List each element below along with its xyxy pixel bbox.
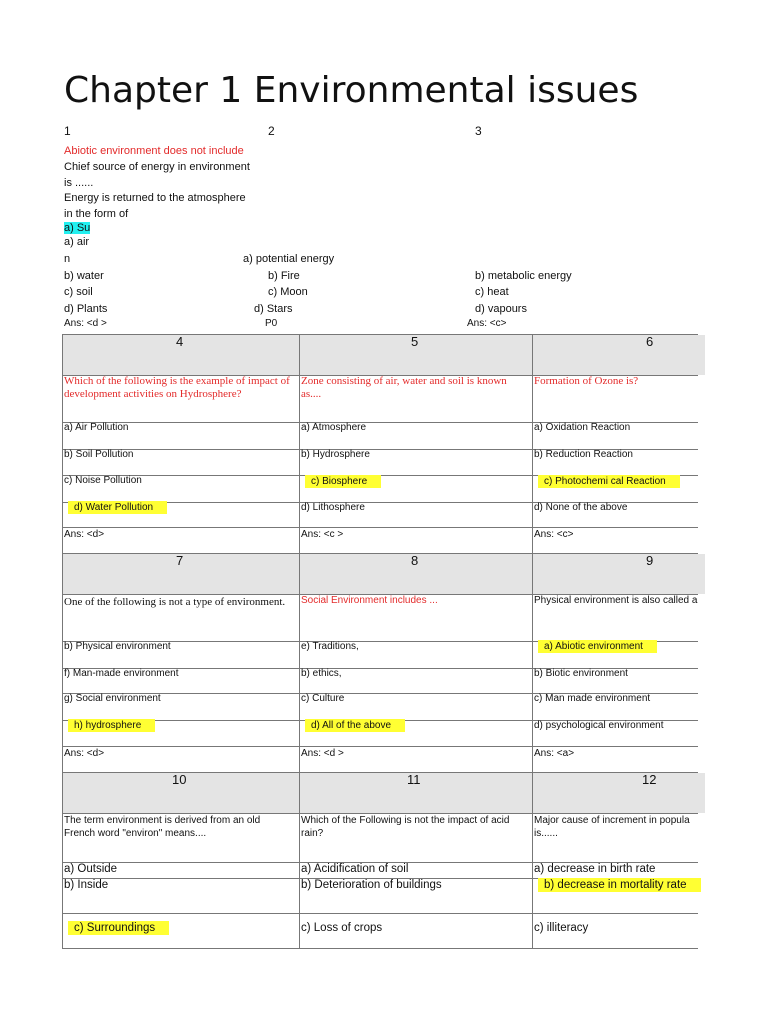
option-5d: d) Lithosphere	[301, 502, 365, 513]
header-band-row-3	[63, 773, 705, 813]
question-9-text: Physical environment is also called a	[534, 595, 698, 606]
option-7f: f) Man-made environment	[64, 668, 179, 679]
question-3-line-2: in the form of	[64, 208, 129, 220]
option-7g: g) Social environment	[64, 693, 161, 704]
option-2a: a) potential energy	[243, 253, 335, 265]
answer-6: Ans: <c>	[534, 529, 574, 540]
answer-4: Ans: <d>	[64, 529, 105, 540]
option-11b: b) Deterioration of buildings	[301, 879, 442, 891]
header-band-row-2	[63, 554, 705, 594]
option-4d-correct: d) Water Pollution	[68, 501, 167, 514]
option-12c: c) illiteracy	[534, 922, 589, 934]
question-5-text: Zone consisting of air, water and soil is known as....	[301, 375, 507, 400]
question-3-line-1: Energy is returned to the atmosphere	[64, 192, 246, 204]
option-4a: a) Air Pollution	[64, 422, 129, 433]
column-number-3: 3	[475, 124, 482, 138]
question-12-text: Major cause of increment in popula is......	[534, 815, 690, 839]
option-7h-correct: h) hydrosphere	[68, 719, 155, 732]
option-7b: b) Physical environment	[64, 641, 171, 652]
option-4b: b) Soil Pollution	[64, 449, 134, 460]
option-9c: c) Man made environment	[534, 693, 651, 704]
option-10b: b) Inside	[64, 879, 109, 891]
question-number-9: 9	[646, 553, 654, 568]
option-9d: d) psychological environment	[534, 720, 664, 731]
option-5b: b) Hydrosphere	[301, 449, 370, 460]
answer-3: Ans: <c>	[467, 318, 507, 329]
option-1b: b) water	[64, 270, 104, 282]
page-title: Chapter 1 Environmental issues	[64, 70, 639, 111]
question-6-text: Formation of Ozone is?	[534, 375, 639, 387]
option-10a: a) Outside	[64, 863, 118, 875]
option-1d: d) Plants	[64, 303, 108, 315]
answer-5: Ans: <c >	[301, 529, 344, 540]
question-2-line-1: Chief source of energy in environment	[64, 161, 250, 173]
option-3b: b) metabolic energy	[475, 270, 572, 282]
option-10c-correct: c) Surroundings	[68, 921, 169, 935]
question-number-7: 7	[176, 553, 184, 568]
option-1a-highlighted: a) Su	[64, 222, 91, 234]
option-6c-correct: c) Photochemi cal Reaction	[538, 475, 680, 488]
option-2c: c) Moon	[268, 286, 308, 298]
answer-7: Ans: <d>	[64, 748, 105, 759]
option-1c: c) soil	[64, 286, 93, 298]
answer-9: Ans: <a>	[534, 748, 575, 759]
option-2d: d) Stars	[254, 303, 293, 315]
option-2b: b) Fire	[268, 270, 300, 282]
question-7-text: One of the following is not a type of environment.	[64, 596, 286, 608]
question-table	[62, 334, 698, 954]
question-1: Abiotic environment does not include	[64, 145, 244, 157]
question-number-4: 4	[176, 334, 184, 349]
option-1a-wrap: n	[64, 253, 71, 265]
option-12b-correct: b) decrease in mortality rate	[538, 878, 701, 892]
question-8-text: Social Environment includes ...	[301, 595, 438, 606]
option-11c: c) Loss of crops	[301, 922, 383, 934]
question-4-text: Which of the following is the example of impact of development activities on Hydrosphere?	[64, 375, 290, 400]
option-3d: d) vapours	[475, 303, 527, 315]
question-number-12: 12	[642, 772, 657, 787]
option-9b: b) Biotic environment	[534, 668, 628, 679]
option-3c: c) heat	[475, 286, 509, 298]
question-2-line-2: is ......	[64, 177, 94, 189]
option-5a: a) Atmosphere	[301, 422, 367, 433]
answer-1: Ans: <d >	[64, 318, 107, 329]
option-5c-correct: c) Biosphere	[305, 475, 381, 488]
question-number-11: 11	[407, 772, 421, 787]
option-4c: c) Noise Pollution	[64, 475, 142, 486]
column-number-2: 2	[268, 124, 275, 138]
option-8e: e) Traditions,	[301, 641, 359, 652]
option-11a: a) Acidification of soil	[301, 863, 409, 875]
question-number-6: 6	[646, 334, 654, 349]
option-12a: a) decrease in birth rate	[534, 863, 656, 875]
option-6b: b) Reduction Reaction	[534, 449, 633, 460]
answer-2: P0	[265, 318, 278, 329]
question-number-10: 10	[172, 772, 187, 787]
option-6d: d) None of the above	[534, 502, 628, 513]
option-8c: c) Culture	[301, 693, 345, 704]
column-number-1: 1	[64, 124, 71, 138]
header-band-row-1	[63, 335, 705, 375]
option-8d-correct: d) All of the above	[305, 719, 405, 732]
question-number-5: 5	[411, 334, 419, 349]
option-1a-air: a) air	[64, 236, 90, 248]
option-8b: b) ethics,	[301, 668, 342, 679]
option-9a-correct: a) Abiotic environment	[538, 640, 657, 653]
question-number-8: 8	[411, 553, 419, 568]
option-6a: a) Oxidation Reaction	[534, 422, 631, 433]
answer-8: Ans: <d >	[301, 748, 344, 759]
question-11-text: Which of the Following is not the impact of acid rain?	[301, 815, 510, 839]
question-10-text: The term environment is derived from an old French word "environ" means....	[64, 815, 261, 839]
